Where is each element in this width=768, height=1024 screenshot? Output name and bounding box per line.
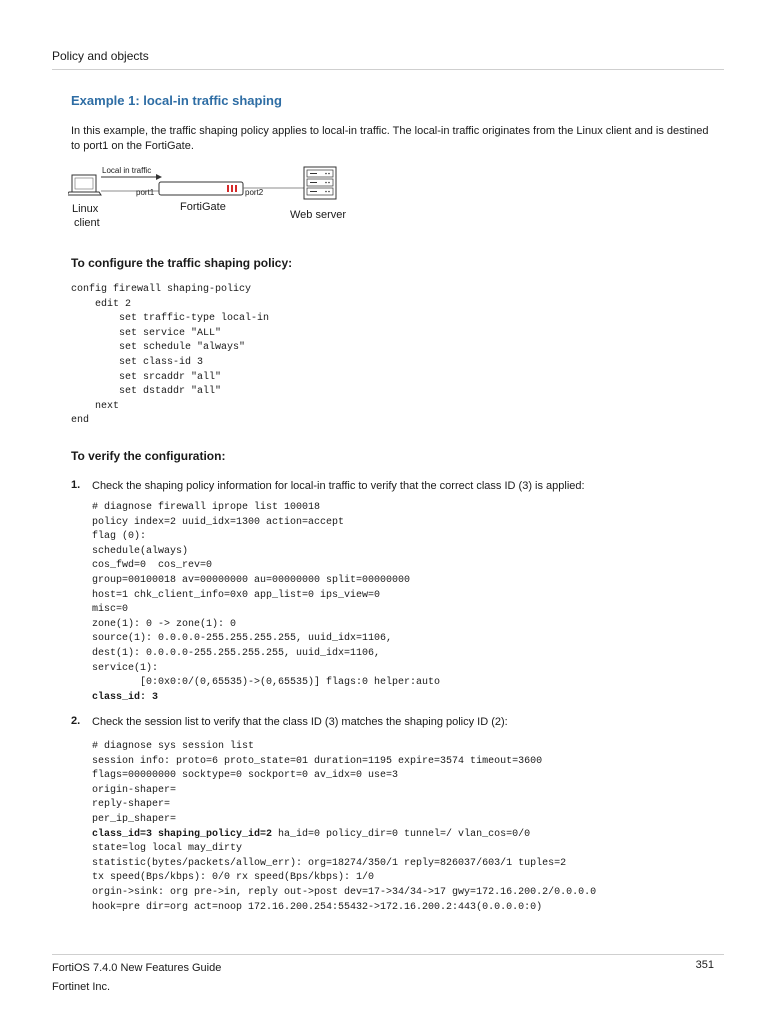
class-id-bold-text: class_id=3 shaping_policy_id=2 (92, 828, 273, 840)
step-1-code-block (92, 501, 440, 705)
code-line: host=1 chk_client_info=0x0 app_list=0 ips_view=0 (92, 589, 381, 601)
step-1-number: 1. (71, 479, 81, 491)
code-line: end (71, 415, 90, 427)
code-line: state=log local may_dirty (92, 843, 243, 855)
code-line-mixed (92, 828, 596, 843)
code-line: reply-shaper= (92, 799, 171, 811)
code-line: flag (0): (92, 531, 147, 543)
code-line: # diagnose firewall iprope list 100018 (92, 502, 321, 513)
code-line: source(1): 0.0.0.0-255.255.255.255, uuid_idx=1106, (92, 633, 393, 645)
code-line: set service "ALL" (71, 327, 222, 339)
step-1-text: Check the shaping policy information for local-in traffic to verify that the correct class ID (3) is applied: (92, 480, 585, 492)
running-header: Policy and objects (52, 49, 149, 63)
step-2-text: Check the session list to verify that the class ID (3) matches the shaping policy ID (2): (92, 716, 508, 728)
configure-heading: To configure the traffic shaping policy: (71, 256, 293, 270)
port2-label: port2 (245, 188, 264, 197)
code-line: set dstaddr "all" (71, 386, 222, 398)
verify-heading: To verify the configuration: (71, 449, 226, 463)
code-line-rest: ha_id=0 policy_dir=0 tunnel=/ vlan_cos=0/0 (272, 828, 531, 840)
web-server-label: Web server (290, 209, 347, 221)
code-line: schedule(always) (92, 545, 189, 557)
local-in-traffic-label: Local in traffic (102, 166, 152, 175)
code-line: session info: proto=6 proto_state=01 duration=1195 expire=3574 timeout=3600 (92, 755, 543, 767)
code-line: # diagnose sys session list (92, 741, 255, 752)
code-line: flags=00000000 socktype=0 sockport=0 av_idx=0 use=3 (92, 770, 399, 782)
code-line: [0:0x0:0/(0,65535)->(0,65535)] flags:0 helper:auto (92, 677, 441, 689)
code-line: zone(1): 0 -> zone(1): 0 (92, 618, 237, 630)
code-line: set srcaddr "all" (71, 371, 222, 383)
linux-client-label-2: client (74, 217, 100, 229)
code-line: set class-id 3 (71, 356, 204, 368)
intro-paragraph: In this example, the traffic shaping policy applies to local-in traffic. The local-in traffic originates from the Linux client and is destined to port1 on the FortiGate. (71, 125, 709, 152)
linux-laptop-icon (68, 175, 101, 195)
code-line: orgin->sink: org pre->in, reply out->post dev=17->34/34->17 gwy=172.16.200.2/0.0.0.0 (92, 886, 597, 898)
code-line: set traffic-type local-in (71, 313, 270, 325)
header-divider (52, 69, 724, 70)
step-2-number: 2. (71, 715, 81, 727)
footer-divider (52, 954, 724, 955)
code-line: next (71, 400, 120, 412)
fortigate-label: FortiGate (180, 201, 226, 213)
code-line: tx speed(Bps/kbps): 0/0 rx speed(Bps/kbps): 1/0 (92, 872, 375, 884)
code-line-bold: class_id: 3 (92, 691, 159, 703)
page-number: 351 (695, 959, 714, 971)
code-line: cos_fwd=0 cos_rev=0 (92, 560, 213, 572)
footer-company: Fortinet Inc. (52, 981, 111, 993)
code-line: group=00100018 av=00000000 au=00000000 split=00000000 (92, 574, 411, 586)
fortigate-device (159, 182, 243, 195)
arrow-head-icon (156, 174, 162, 180)
config-code-block (71, 283, 269, 429)
linux-client-label-1: Linux (72, 203, 99, 215)
code-line: dest(1): 0.0.0.0-255.255.255.255, uuid_idx=1106, (92, 647, 381, 659)
port1-label: port1 (136, 188, 155, 197)
code-line: set schedule "always" (71, 342, 246, 354)
footer-info (52, 959, 221, 997)
web-server-icon (304, 167, 336, 199)
section-title: Example 1: local-in traffic shaping (71, 93, 282, 108)
code-line: config firewall shaping-policy (71, 284, 252, 295)
code-line: policy index=2 uuid_idx=1300 action=accept (92, 516, 345, 528)
code-line: origin-shaper= (92, 784, 177, 796)
footer-guide-title: FortiOS 7.4.0 New Features Guide (52, 962, 222, 974)
code-line: edit 2 (71, 298, 132, 310)
code-line: per_ip_shaper= (92, 813, 177, 825)
code-line: misc=0 (92, 604, 129, 616)
network-diagram (68, 164, 368, 234)
code-line: service(1): (92, 662, 159, 674)
code-line: statistic(bytes/packets/allow_err): org=18274/350/1 reply=826037/603/1 tuples=2 (92, 857, 567, 869)
step-2-code-block (92, 740, 596, 915)
code-line: hook=pre dir=org act=noop 172.16.200.254:55432->172.16.200.2:443(0.0.0.0:0) (92, 901, 543, 913)
